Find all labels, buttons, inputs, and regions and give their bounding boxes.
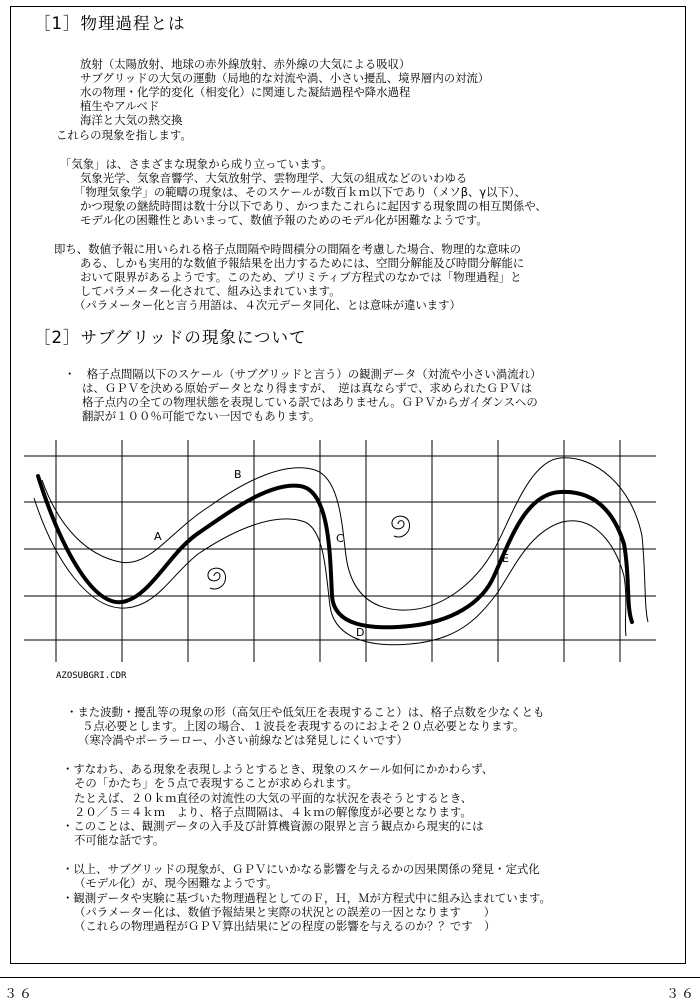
vortex-left [208, 568, 226, 589]
paragraph-line: おいて限界があるようです。このため、プリミティブ方程式のなかでは「物理過程」と [80, 270, 522, 284]
bullet-line: （これらの物理過程がＧＰＶ算出結果にどの程度の影響を与えるのか？？です ） [74, 919, 496, 933]
grid-lines [24, 440, 656, 662]
bullet-line: （モデル化）が、現今困難なようです。 [74, 876, 278, 890]
paragraph-line: 即ち、数値予報に用いられる格子点間隔や時間積分の間隔を考慮した場合、物理的な意味の [54, 242, 522, 256]
bullet-line: たとえば、２０ｋｍ直径の対流性の大気の平面的な状況を表そうとするとき、 [74, 791, 473, 805]
vortex-right [392, 516, 410, 537]
bullet-line: ５点必要とします。上図の場合、１波長を表現するのにおよそ２０点必要となります。 [82, 719, 525, 733]
bullet-line: ・また波動・擾乱等の現象の形（高気圧や低気圧を表現すること）は、格子点数を少なくとも [66, 705, 545, 719]
bullet-line: ・すなわち、ある現象を表現しようとするとき、現象のスケール如何にかかわらず、 [62, 762, 494, 776]
bullet-line: ・このことは、観測データの入手及び計算機資源の限界と言う観点から現実的には [62, 819, 484, 833]
label-e: E [502, 552, 509, 565]
paragraph-line: これらの現象を指します。 [56, 128, 192, 142]
paragraph-line: 気象光学、気象音響学、大気放射学、雲物理学、大気の組成などのいわゆる [80, 171, 468, 185]
paragraph-line: モデル化の困難性とあいまって、数値予報のためのモデル化が困難なようです。 [80, 213, 488, 227]
paragraph-line: してパラメーター化されて、組み込まれています。 [80, 284, 341, 298]
list-item: 植生やアルベド [80, 99, 160, 113]
bullet-line: 不可能な話です。 [74, 833, 165, 847]
bullet-line: その「かたち」を５点で表現することが求められます。 [74, 776, 358, 790]
list-item: 水の物理・化学的変化（相変化）に関連した凝結過程や降水過程 [80, 85, 411, 99]
label-b: B [234, 468, 242, 481]
bullet-line: ・ 格子点間隔以下のスケール（サブグリッドと言う）の観測データ（対流や小さい渦流れ） [64, 367, 542, 381]
label-c: C [336, 532, 344, 545]
subgrid-figure [20, 436, 660, 666]
paragraph-line: 「物理気象学」の範疇の現象は、そのスケールが数百ｋｍ以下であり（メソβ、γ以下）、 [74, 185, 526, 199]
label-d: D [356, 626, 365, 639]
section-heading-2: ［2］サブグリッドの現象について [34, 328, 307, 347]
paragraph-line: （パラメーター化と言う用語は、４次元データ同化、とは意味が違います） [74, 298, 461, 312]
section-heading-1: ［1］物理過程とは [34, 14, 186, 33]
bullet-line: （パラメーター化は、数値予報結果と実際の状況との誤差の一因となります ） [74, 905, 496, 919]
footer-rule [0, 977, 700, 978]
bullet-line: ２０／５＝４ｋｍ より、格子点間隔は、４ｋｍの解像度が必要となります。 [74, 805, 472, 819]
bullet-line: ・観測データや実験に基づいた物理過程としてのＦ，Ｈ，Ｍが方程式中に組み込まれています。 [62, 891, 551, 905]
wave-line [38, 476, 632, 627]
label-a: A [154, 530, 162, 543]
figure-caption: AZOSUBGRI.CDR [56, 671, 127, 681]
paragraph-line: かつ現象の継続時間は数十分以下であり、かつまたこれらに起因する現象間の相互関係や、 [80, 199, 547, 213]
bullet-line: 翻訳が１００％可能でない一因でもあります。 [82, 409, 321, 423]
bullet-line: ・以上、サブグリッドの現象が、ＧＰＶにいかなる影響を与えるかの因果関係の発見・定式化 [62, 862, 540, 876]
list-item: 放射（太陽放射、地球の赤外線放射、赤外線の大気による吸収） [80, 57, 411, 71]
paragraph-line: ある、しかも実用的な数値予報結果を出力するためには、空間分解能及び時間分解能に [80, 256, 525, 270]
bullet-line: （寒冷渦やポーラーロー、小さい前線などは発見しにくいです） [78, 733, 408, 747]
list-item: サブグリッドの大気の運動（局地的な対流や渦、小さい擾乱、境界層内の対流） [80, 71, 490, 85]
bullet-line: 格子点内の全ての物理状態を表現している訳ではありません。ＧＰＶからガイダンスへの [82, 395, 538, 409]
paragraph-line: 「気象」は、さまざまな現象から成り立っています。 [60, 157, 333, 171]
page-number-left: ３６ [4, 987, 35, 1002]
page-number-right: ３６ [665, 987, 696, 1002]
list-item: 海洋と大気の熱交換 [80, 113, 183, 127]
bullet-line: は、ＧＰＶを決める原始データとなり得ますが、 逆は真ならずで、求められたＧＰＶは [82, 381, 533, 395]
